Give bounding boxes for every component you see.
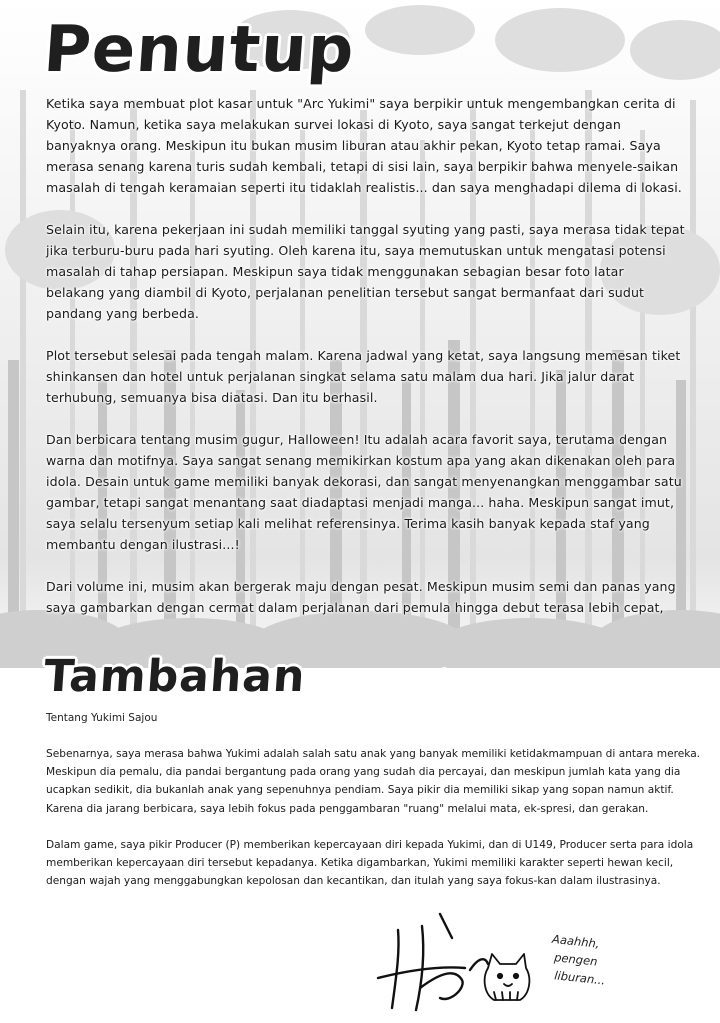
note-line: Aaahhh, bbox=[551, 931, 601, 951]
extra-paragraph: Dalam game, saya pikir Producer (P) memberikan kepercayaan diri kepada Yukimi, dan di U149, Producer serta para idola memberikan kepercayaan diri tersebut kepadanya. Ketika digambarkan, Yukimi memiliki karakter seperti hewan kecil, dengan wajah yang menggabungkan kepolosan dan kecantikan, dan itulah yang saya fokus-kan dalam ilustrasinya. bbox=[46, 838, 694, 888]
extra-body bbox=[46, 745, 706, 908]
closing-paragraph: Plot tersebut selesai pada tengah malam. Karena jadwal yang ketat, saya langsung memesan tiket shinkansen dan hotel untuk perjalanan singkat selama satu malam dua hari. Jika jalur darat terhubung, semuanya bisa diatasi. Dan itu berhasil. bbox=[46, 348, 681, 405]
closing-paragraph: Dan berbicara tentang musim gugur, Halloween! Itu adalah acara favorit saya, terutama dengan warna dan motifnya. Saya sangat senang memikirkan kostum apa yang akan dikenakan oleh para idola. Desain untuk game memiliki banyak dekorasi, dan sangat menyenangkan menggambar satu gambar, tetapi sangat menantang saat diadaptasi menjadi manga... haha. Meskipun sangat imut, saya selalu tersenyum setiap kali melihat referensinya. Terima kasih banyak kepada staf yang membantu dengan ilustrasi...! bbox=[46, 432, 682, 552]
closing-paragraph: Selain itu, karena pekerjaan ini sudah memiliki tanggal syuting yang pasti, saya merasa tidak tepat jika terburu-buru pada hari syuting. Oleh karena itu, saya memutuskan untuk mengatasi potensi masalah di tahap persiapan. Meskipun saya tidak menggunakan sebagian besar foto latar belakang yang diambil di Kyoto, perjalanan penelitian tersebut sangat bermanfaat dari sudut pandang yang berbeda. bbox=[46, 222, 685, 321]
closing-paragraph: Ketika saya membuat plot kasar untuk "Arc Yukimi" saya berpikir untuk mengembangkan cerita di Kyoto. Namun, ketika saya melakukan survei lokasi di Kyoto, saya sangat terkejut dengan banyaknya orang. Meskipun itu bukan musim liburan atau akhir pekan, Kyoto tetap ramai. Saya merasa senang karena turis sudah kembali, tetapi di sisi lain, saya berpikir bahwa menyele-saikan masalah di tengah keramaian seperti itu tidaklah realistis... dan saya menghadapi dilema di lokasi. bbox=[46, 96, 682, 195]
signature-drawing bbox=[370, 908, 570, 1018]
extra-subtitle: Tentang Yukimi Sajou bbox=[46, 712, 158, 724]
closing-body bbox=[46, 93, 686, 639]
note-line: pengen bbox=[553, 950, 599, 969]
closing-heading: Penutup bbox=[41, 13, 357, 87]
extra-heading: Tambahan bbox=[42, 651, 308, 702]
extra-paragraph: Sebenarnya, saya merasa bahwa Yukimi adalah salah satu anak yang banyak memiliki ketidakmampuan di antara mereka. Meskipun dia pemalu, dia pandai bergantung pada orang yang sudah dia percayai, dan meskipun jumlah kata yang dia ucapkan sedikit, dia bukanlah anak yang sepenuhnya pendiam. Saya pikir dia memiliki sikap yang sopan namun aktif. Karena dia jarang berbicara, saya lebih fokus pada penggambaran "ruang" melalui mata, ek-spresi, dan gerakan. bbox=[46, 748, 701, 815]
note-line: liburan... bbox=[553, 968, 606, 988]
closing-paragraph: Dari volume ini, musim akan bergerak maju dengan pesat. Meskipun musim semi dan panas yang saya gambarkan dengan cermat dalam perjalanan dari pemula hingga debut terasa lebih cepat, bbox=[46, 579, 676, 615]
